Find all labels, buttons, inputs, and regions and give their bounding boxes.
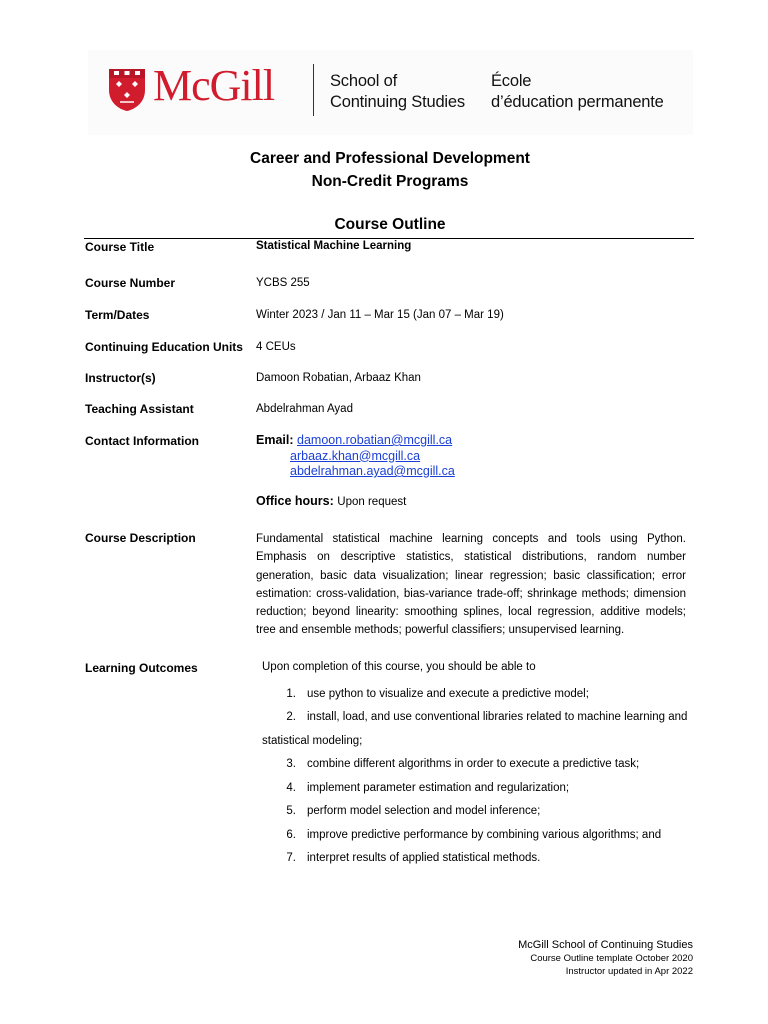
list-item-continuation: statistical modeling; <box>262 735 363 747</box>
teaching-assistant-value: Abdelrahman Ayad <box>256 403 353 415</box>
outcomes-intro: Upon completion of this course, you should be able to <box>262 661 536 673</box>
course-number-label: Course Number <box>85 276 176 290</box>
email-link-damoon[interactable]: damoon.robatian@mcgill.ca <box>297 433 453 447</box>
instructors-label: Instructor(s) <box>85 371 156 385</box>
email-label: Email: <box>256 433 294 447</box>
course-number-value: YCBS 255 <box>256 277 310 289</box>
course-title-value: Statistical Machine Learning <box>256 240 412 252</box>
mcgill-wordmark: McGill <box>153 61 275 110</box>
course-description-text: Fundamental statistical machine learning concepts and tools using Python. Emphasis on descriptive statistics, statistical distributions, random number generation, basic data visualization; linear regression; basic classification; error estimation: cross-validation, bias-variance trade-off; shrinkage methods; dimension reduction; beyond linearity: smoothing splines, local regression, additive models; tree and ensemble methods; powerful classifiers; unsupervised learning. <box>256 533 686 637</box>
learning-outcomes-label: Learning Outcomes <box>85 661 198 675</box>
document-title: Course Outline <box>334 216 446 233</box>
contact-info-label: Contact Information <box>85 434 199 448</box>
footer-template: Course Outline template October 2020 <box>530 953 693 964</box>
term-dates-label: Term/Dates <box>85 308 150 322</box>
email-link-arbaaz[interactable]: arbaaz.khan@mcgill.ca <box>290 448 421 463</box>
office-hours-value: Upon request <box>337 496 407 508</box>
title-rule <box>84 238 694 239</box>
office-hours-label: Office hours: <box>256 494 334 508</box>
program-heading: Career and Professional Development <box>250 150 530 167</box>
school-name-fr: École d’éducation permanente <box>491 72 664 111</box>
program-subheading: Non-Credit Programs <box>311 173 469 190</box>
teaching-assistant-label: Teaching Assistant <box>85 402 194 416</box>
ceu-value: 4 CEUs <box>256 341 296 353</box>
course-description-label: Course Description <box>85 531 196 545</box>
term-dates-value: Winter 2023 / Jan 11 – Mar 15 (Jan 07 – Mar 19) <box>256 309 504 321</box>
office-hours <box>256 494 406 508</box>
instructors-value: Damoon Robatian, Arbaaz Khan <box>256 372 421 384</box>
course-title-label: Course Title <box>85 240 155 254</box>
mcgill-shield-icon <box>108 68 146 112</box>
email-link-abdelrahman[interactable]: abdelrahman.ayad@mcgill.ca <box>290 464 455 478</box>
footer-updated: Instructor updated in Apr 2022 <box>565 966 693 977</box>
logo-divider <box>313 64 314 116</box>
page-footer <box>518 938 693 978</box>
school-name-en: School of Continuing Studies <box>330 72 465 111</box>
ceu-label: Continuing Education Units <box>85 340 243 354</box>
contact-emails <box>256 433 455 480</box>
footer-school: McGill School of Continuing Studies <box>518 939 693 951</box>
